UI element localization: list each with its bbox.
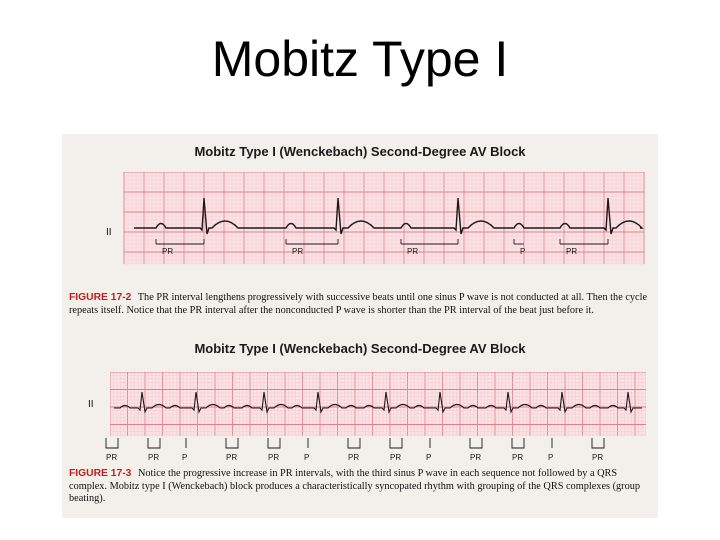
strip2-title: Mobitz Type I (Wenckebach) Second-Degree AV Block (194, 341, 526, 356)
figure1-caption (69, 292, 655, 317)
pr-marker-label: PR (470, 453, 482, 462)
figure1-text: The PR interval lengthens progressively with successive beats until one sinus P wave is not conducted at all. Then the cycle repeats itself. Notice that the PR interval after the nonconducted P wave is shorter than the PR interval of the beat just before it. (69, 292, 648, 316)
pr-marker-label: PR (106, 453, 118, 462)
pr-marker-label: P (548, 453, 554, 462)
pr-marker (268, 438, 280, 462)
slide-title: Mobitz Type I (211, 31, 509, 87)
pr-marker (390, 438, 402, 462)
figure2-caption (69, 468, 655, 506)
pr-marker (548, 438, 553, 462)
figure2-label: FIGURE 17-3 (69, 468, 132, 479)
figure2-text: Notice the progressive increase in PR intervals, with the third sinus P wave in each sequence not followed by a QRS complex. Mobitz type I (Wenckebach) block produces a characteristically syncopated rhythm with grouping of the QRS complexes (group beating). (69, 468, 641, 505)
pr-marker (512, 438, 524, 462)
pr-marker-label: PR (268, 453, 280, 462)
ecg-strip-2 (110, 372, 646, 436)
strip2-lead-label: II (88, 399, 94, 410)
strip1-lead-label: II (106, 227, 112, 238)
pr-marker (470, 438, 482, 462)
pr-marker (148, 438, 160, 462)
pr-marker (226, 438, 238, 462)
pr-marker (426, 438, 431, 462)
strip2-markers (92, 438, 652, 466)
textbook-scan (62, 134, 658, 518)
pr-marker-label: PR (348, 453, 360, 462)
pr-marker-label: P (520, 247, 526, 256)
ecg-strip-1 (116, 172, 648, 278)
pr-marker (348, 438, 360, 462)
pr-bracket (148, 438, 160, 448)
pr-bracket (226, 438, 238, 448)
pr-marker-label: PR (512, 453, 524, 462)
pr-marker (106, 438, 118, 462)
pr-marker (592, 438, 604, 462)
pr-bracket (390, 438, 402, 448)
pr-marker-label: PR (162, 247, 174, 256)
strip1-title: Mobitz Type I (Wenckebach) Second-Degree AV Block (194, 144, 526, 159)
pr-bracket (512, 438, 524, 448)
pr-bracket (470, 438, 482, 448)
pr-marker-label: P (304, 453, 310, 462)
pr-marker-label: P (182, 453, 188, 462)
pr-marker-label: PR (566, 247, 578, 256)
pr-bracket (348, 438, 360, 448)
pr-bracket (592, 438, 604, 448)
figure1-label: FIGURE 17-2 (69, 292, 132, 303)
pr-marker-label: PR (390, 453, 402, 462)
pr-marker-label: P (426, 453, 432, 462)
pr-bracket (268, 438, 280, 448)
pr-marker (182, 438, 187, 462)
pr-marker-label: PR (226, 453, 238, 462)
pr-marker-label: PR (407, 247, 419, 256)
pr-marker-label: PR (148, 453, 160, 462)
pr-marker (304, 438, 309, 462)
pr-marker-label: PR (292, 247, 304, 256)
pr-marker-label: PR (592, 453, 604, 462)
pr-bracket (106, 438, 118, 448)
